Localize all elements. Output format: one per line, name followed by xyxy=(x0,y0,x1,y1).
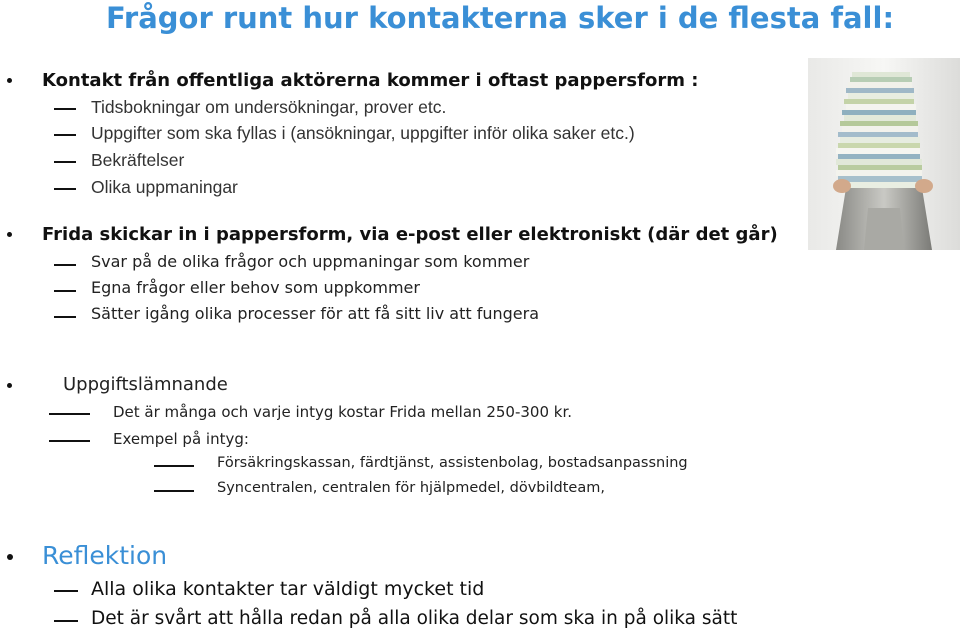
section2-item-1: Svar på de olika frågor och uppmaningar som kommer xyxy=(91,252,530,271)
slide-title: Frågor runt hur kontakterna sker i de flesta fall: xyxy=(105,1,895,35)
dash-marker xyxy=(54,161,76,163)
dash-marker xyxy=(54,620,78,622)
bullet-dot xyxy=(7,232,12,237)
section3-heading: Uppgiftslämnande xyxy=(63,374,228,395)
dash-marker xyxy=(54,264,76,266)
dash-marker xyxy=(54,134,76,136)
bullet-dot xyxy=(7,78,12,83)
section4-item-1: Alla olika kontakter tar väldigt mycket tid xyxy=(91,578,485,600)
section1-heading: Kontakt från offentliga aktörerna kommer i oftast pappersform : xyxy=(42,70,699,91)
dash-marker xyxy=(49,413,90,415)
paper-stack-photo xyxy=(808,58,960,250)
dash-marker xyxy=(54,290,76,292)
section4-heading: Reflektion xyxy=(42,541,168,570)
dash-marker xyxy=(54,590,78,592)
section1-item-2: Uppgifter som ska fyllas i (ansökningar, uppgifter inför olika saker etc.) xyxy=(91,123,635,143)
dash-marker xyxy=(54,108,76,110)
bullet-dot xyxy=(7,554,13,560)
section1-item-3: Bekräftelser xyxy=(91,150,185,170)
dash-marker xyxy=(154,490,194,492)
section3-subitem-2: Syncentralen, centralen för hjälpmedel, dövbildteam, xyxy=(217,480,605,496)
section2-heading: Frida skickar in i pappersform, via e-post eller elektroniskt (där det går) xyxy=(42,224,778,245)
section4-item-2: Det är svårt att hålla redan på alla olika delar som ska in på olika sätt xyxy=(91,608,738,629)
section1-item-4: Olika uppmaningar xyxy=(91,177,238,197)
dash-marker xyxy=(54,188,76,190)
section2-item-3: Sätter igång olika processer för att få sitt liv att fungera xyxy=(91,304,539,323)
section2-item-2: Egna frågor eller behov som uppkommer xyxy=(91,278,420,297)
dash-marker xyxy=(154,465,194,467)
section3-item-2: Exempel på intyg: xyxy=(113,430,249,448)
bullet-dot xyxy=(7,383,12,388)
section1-item-1: Tidsbokningar om undersökningar, prover etc. xyxy=(91,97,447,117)
dash-marker xyxy=(54,316,76,318)
section3-subitem-1: Försäkringskassan, färdtjänst, assistenbolag, bostadsanpassning xyxy=(217,455,688,471)
section3-item-1: Det är många och varje intyg kostar Frida mellan 250-300 kr. xyxy=(113,403,573,421)
dash-marker xyxy=(49,440,90,442)
paper-stack-icon xyxy=(808,58,960,250)
